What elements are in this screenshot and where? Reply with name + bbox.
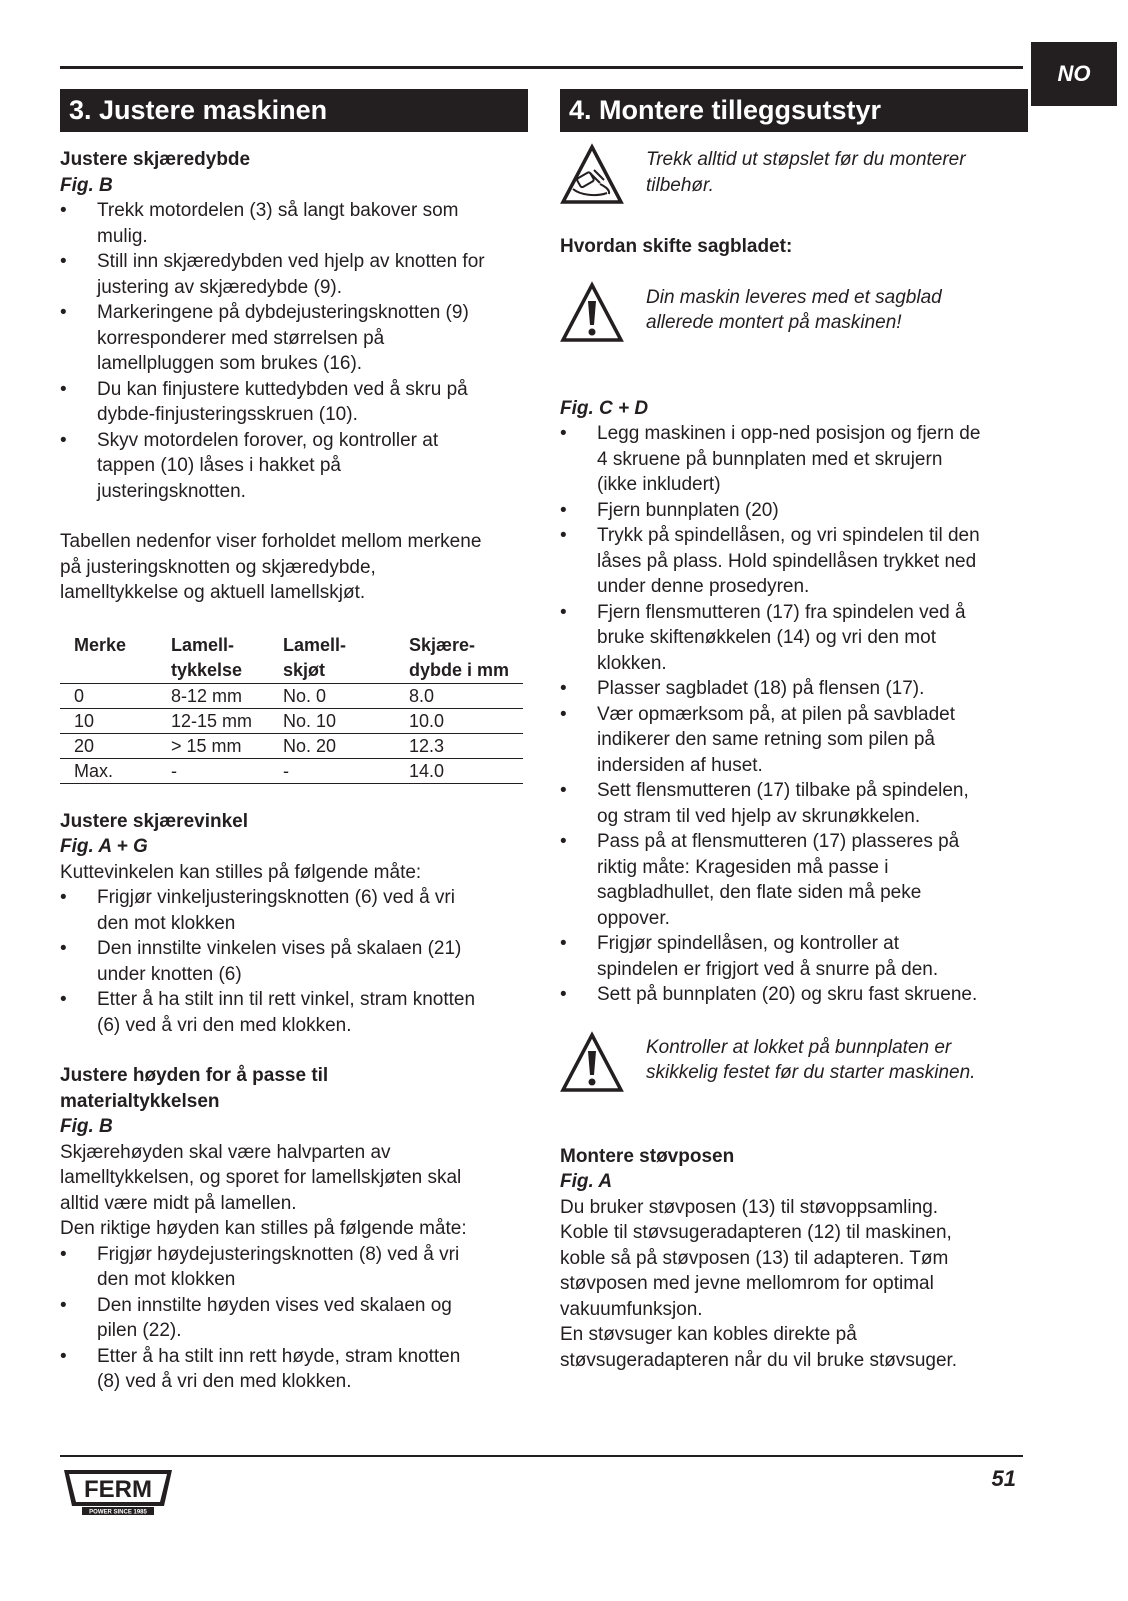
- right-column: [560, 89, 1028, 1373]
- bullet-item: • Den innstilte høyden vises ved skalaen og pilen (22).: [60, 1293, 528, 1344]
- table-cell: 10.0: [395, 708, 523, 733]
- unplug-warning-icon: [560, 143, 624, 207]
- bullet-item: • Markeringene på dybdejusteringsknotten (9) korresponderer med størrelsen på lamellpluggen som brukes (16).: [60, 300, 528, 377]
- bullet-item: • Still inn skjæredybden ved hjelp av knotten for justering av skjæredybde (9).: [60, 249, 528, 300]
- ferm-logo: [60, 1468, 176, 1516]
- fig-ref: Fig. C + D: [560, 397, 649, 419]
- language-tab: NO: [1031, 42, 1117, 106]
- table-cell: 10: [60, 708, 157, 733]
- table-header-row: [60, 633, 523, 684]
- bottom-rule: [60, 1455, 1023, 1457]
- table-header: Merke: [74, 634, 127, 655]
- bullet-item: • Plasser sagbladet (18) på flensen (17).: [560, 676, 1028, 702]
- bullet-list-depth: [60, 198, 528, 504]
- section-title-adjust: 3. Justere maskinen: [60, 89, 528, 132]
- table-cell: No. 0: [269, 683, 395, 708]
- height-text: Skjærehøyden skal være halvparten av lamelltykkelsen, og sporet for lamellskjøten skal alltid være midt på lamellen. Den riktige høyden kan stilles på følgende måte:: [60, 1141, 467, 1239]
- table-row: [60, 733, 523, 758]
- bullet-item: • Skyv motordelen forover, og kontroller at tappen (10) låses i hakket på justeringsknotten.: [60, 428, 528, 505]
- exclamation-warning-icon: [560, 1031, 624, 1095]
- table-cell: 0: [60, 683, 157, 708]
- table-header: Skjære- dybde i mm: [409, 634, 510, 680]
- heading-cutting-depth: Justere skjæredybde: [60, 149, 251, 170]
- fig-ref: Fig. A + G: [60, 836, 148, 857]
- bullet-list-height: [60, 1242, 528, 1395]
- table-header: Lamell- tykkelse: [171, 634, 243, 680]
- table-row: [60, 708, 523, 733]
- table-cell: 20: [60, 733, 157, 758]
- left-column: [60, 89, 528, 1395]
- table-cell: -: [269, 758, 395, 783]
- warning-baseplate-text: Kontroller at lokket på bunnplaten er skikkelig festet før du starter maskinen.: [646, 1036, 976, 1083]
- bullet-item: • Frigjør vinkeljusteringsknotten (6) ved å vri den mot klokken: [60, 885, 528, 936]
- heading-change-blade: Hvordan skifte sagbladet:: [560, 236, 793, 257]
- bullet-item: • Pass på at flensmutteren (17) plasseres på riktig måte: Kragesiden må passe i sagbladhullet, den flate siden må peke oppover.: [560, 829, 1028, 931]
- warning-baseplate: [560, 1035, 1028, 1095]
- bullet-item: • Frigjør høydejusteringsknotten (8) ved å vri den mot klokken: [60, 1242, 528, 1293]
- table-header: Lamell- skjøt: [283, 634, 347, 680]
- table-cell: > 15 mm: [157, 733, 269, 758]
- table-row: [60, 758, 523, 783]
- bullet-item: • Fjern bunnplaten (20): [560, 498, 1028, 524]
- bullet-item: • Etter å ha stilt inn rett høyde, stram knotten (8) ved å vri den med klokken.: [60, 1344, 528, 1395]
- bullet-item: • Sett flensmutteren (17) tilbake på spindelen, og stram til ved hjelp av skrunøkkelen.: [560, 778, 1028, 829]
- table-cell: Max.: [60, 758, 157, 783]
- bullet-list-angle: [60, 885, 528, 1038]
- bullet-item: • Sett på bunnplaten (20) og skru fast skruene.: [560, 982, 1028, 1008]
- table-cell: 14.0: [395, 758, 523, 783]
- bullet-item: • Frigjør spindellåsen, og kontroller at spindelen er frigjort ved å snurre på den.: [560, 931, 1028, 982]
- warning-unplug: [560, 147, 1028, 207]
- bullet-item: • Den innstilte vinkelen vises på skalaen (21) under knotten (6): [60, 936, 528, 987]
- table-cell: 12.3: [395, 733, 523, 758]
- bullet-item: • Etter å ha stilt inn til rett vinkel, stram knotten (6) ved å vri den med klokken.: [60, 987, 528, 1038]
- bullet-item: • Fjern flensmutteren (17) fra spindelen ved å bruke skiftenøkkelen (14) og vri den mot klokken.: [560, 600, 1028, 677]
- table-cell: 8.0: [395, 683, 523, 708]
- heading-cutting-angle: Justere skjærevinkel: [60, 810, 249, 832]
- svg-text:FERM: FERM: [84, 1476, 152, 1503]
- fig-ref: Fig. B: [60, 1116, 113, 1137]
- angle-intro: Kuttevinkelen kan stilles på følgende måte:: [60, 861, 422, 883]
- heading-dust-bag: Montere støvposen: [560, 1145, 735, 1167]
- warning-blade-text: Din maskin leveres med et sagblad allerede montert på maskinen!: [646, 286, 942, 333]
- page-number: 51: [991, 1466, 1016, 1491]
- bullet-list-blade: [560, 421, 1028, 1008]
- depth-table: [60, 633, 523, 784]
- table-intro: Tabellen nedenfor viser forholdet mellom merkene på justeringsknotten og skjæredybde, lamelltykkelse og aktuell lamellskjøt.: [60, 531, 482, 603]
- warning-blade-mounted: [560, 285, 1028, 345]
- bullet-item: • Du kan finjustere kuttedybden ved å skru på dybde-finjusteringsskruen (10).: [60, 377, 528, 428]
- section-title-accessories: 4. Montere tilleggsutstyr: [560, 89, 1028, 132]
- table-row: [60, 683, 523, 708]
- table-cell: -: [157, 758, 269, 783]
- table-cell: No. 10: [269, 708, 395, 733]
- table-cell: 8-12 mm: [157, 683, 269, 708]
- bullet-item: • Trekk motordelen (3) så langt bakover som mulig.: [60, 198, 528, 249]
- exclamation-warning-icon: [560, 281, 624, 345]
- bullet-item: • Vær opmærksom på, at pilen på savbladet indikerer den same retning som pilen på indersiden af huset.: [560, 702, 1028, 779]
- warning-unplug-text: Trekk alltid ut støpslet før du monterer tilbehør.: [646, 149, 966, 196]
- heading-height: Justere høyden for å passe til materialtykkelsen: [60, 1065, 329, 1112]
- table-cell: 12-15 mm: [157, 708, 269, 733]
- dust-bag-text: Du bruker støvposen (13) til støvoppsamling. Koble til støvsugeradapteren (12) til maskinen, koble så på støvposen (13) til adapteren. Tøm støvposen med jevne mellomrom for optimal vakuumfunksjon. En støvsuger kan kobles direkte på støvsugeradapteren når du vil bruke støvsuger.: [560, 1196, 958, 1371]
- bullet-item: • Legg maskinen i opp-ned posisjon og fjern de 4 skruene på bunnplaten med et skrujern (ikke inkludert): [560, 421, 1028, 498]
- bullet-item: • Trykk på spindellåsen, og vri spindelen til den låses på plass. Hold spindellåsen trykket ned under denne prosedyren.: [560, 523, 1028, 600]
- fig-ref: Fig. B: [60, 174, 113, 196]
- fig-ref: Fig. A: [560, 1171, 613, 1192]
- top-rule: [60, 66, 1023, 69]
- svg-text:POWER SINCE 1985: POWER SINCE 1985: [89, 1509, 147, 1516]
- table-cell: No. 20: [269, 733, 395, 758]
